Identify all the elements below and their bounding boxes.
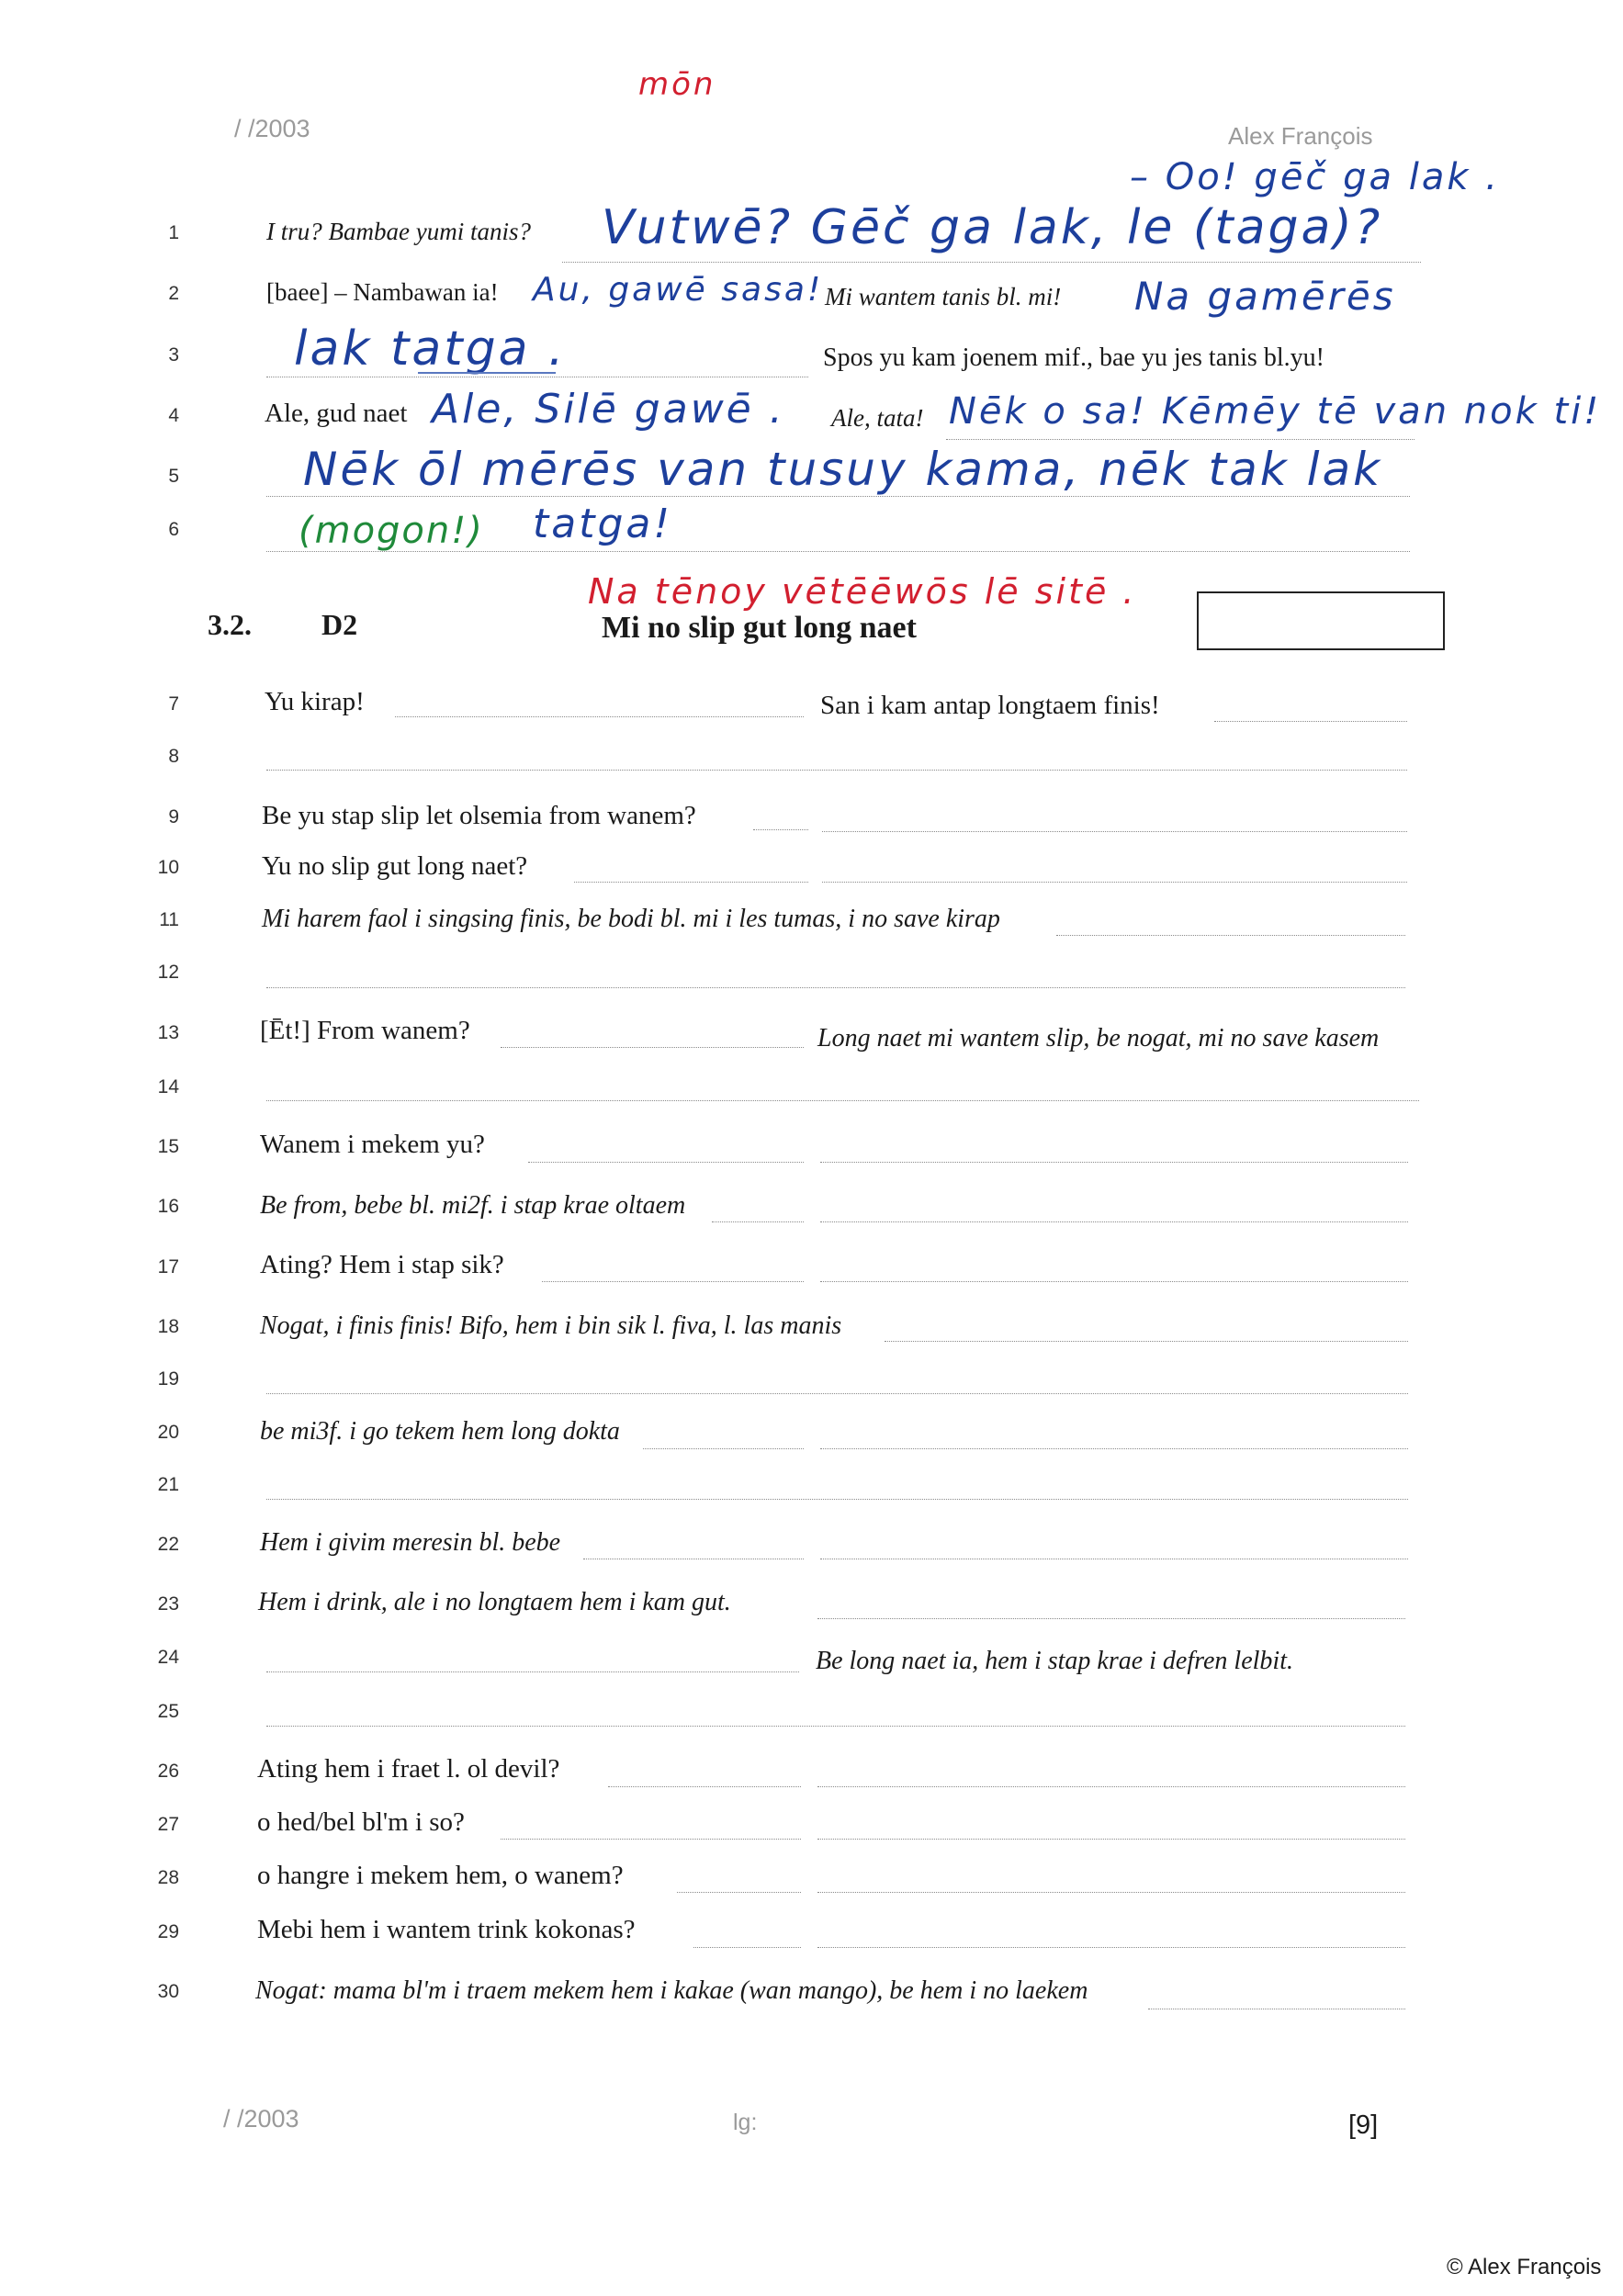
line-number: 30 (157, 1981, 179, 2002)
answer-line (395, 716, 804, 717)
answer-line (885, 1341, 1408, 1342)
line-text: Be long naet ia, hem i stap krae i defren lelbit. (816, 1647, 1293, 1675)
line-number: 6 (168, 519, 179, 540)
handwritten-answer: lak tatga . (294, 321, 567, 377)
line-number: 3 (168, 344, 179, 366)
line-number: 5 (168, 466, 179, 487)
answer-line (266, 1499, 1408, 1500)
answer-line (266, 1671, 799, 1672)
red-note-top: mōn (638, 66, 716, 103)
answer-line (501, 1839, 801, 1840)
answer-line (817, 1892, 1405, 1893)
answer-line (528, 1162, 804, 1163)
line-number: 15 (157, 1136, 179, 1157)
line-text: Ale, gud naet (265, 399, 408, 428)
line-number: 8 (168, 746, 179, 767)
line-text: Yu no slip gut long naet? (262, 851, 528, 881)
answer-line (820, 1448, 1408, 1449)
answer-line (266, 551, 1410, 552)
answer-line (266, 1393, 1408, 1394)
answer-line (562, 262, 1421, 263)
copyright: © Alex François (1447, 2255, 1602, 2279)
line-number: 22 (157, 1534, 179, 1555)
answer-line (817, 1618, 1405, 1619)
answer-line (820, 1162, 1408, 1163)
line-number: 27 (157, 1814, 179, 1835)
answer-line (1056, 935, 1405, 936)
header-date: / /2003 (234, 115, 310, 142)
footer-lg-label: lg: (733, 2110, 758, 2135)
line-number: 12 (157, 962, 179, 983)
line-text: Hem i givim meresin bl. bebe (260, 1528, 561, 1557)
line-number: 7 (168, 693, 179, 715)
line-number: 9 (168, 806, 179, 827)
line-text: o hed/bel bl'm i so? (257, 1807, 465, 1837)
answer-line (266, 770, 1407, 771)
handwritten-answer-green: (mogon!) (299, 510, 484, 552)
red-note: Na tēnoy vētēēwōs lē sitē . (588, 571, 1137, 612)
handwritten-answer-2: Nēk o sa! Kēmēy tē van nok ti! (949, 390, 1602, 433)
line-number: 17 (157, 1256, 179, 1277)
line-text-2: Mi wantem tanis bl. mi! (825, 283, 1062, 310)
answer-line (266, 496, 1410, 497)
line-text: Mebi hem i wantem trink kokonas? (257, 1915, 636, 1944)
line-number: 29 (157, 1921, 179, 1942)
handwritten-answer: tatga! (533, 501, 672, 547)
line-text-2: Ale, tata! (831, 404, 924, 432)
line-text: Ating? Hem i stap sik? (260, 1250, 504, 1279)
line-number: 18 (157, 1316, 179, 1337)
line-text-2: Long naet mi wantem slip, be nogat, mi no save kasem (817, 1024, 1380, 1052)
answer-line (822, 831, 1407, 832)
line-number: 11 (159, 909, 179, 930)
answer-line (1214, 721, 1407, 722)
header-author: Alex François (1228, 122, 1373, 150)
line-number: 10 (157, 857, 179, 878)
line-number: 1 (168, 222, 179, 243)
answer-line (820, 1221, 1408, 1222)
answer-line (817, 1839, 1405, 1840)
handwritten-answer: Ale, Silē gawē . (432, 386, 785, 433)
line-number: 28 (157, 1867, 179, 1888)
line-number: 14 (157, 1076, 179, 1097)
handwritten-answer-2: Na gamērēs (1134, 274, 1396, 319)
answer-line (753, 829, 808, 830)
footer-date: / /2003 (223, 2105, 299, 2133)
line-text: Hem i drink, ale i no longtaem hem i kam gut. (258, 1588, 731, 1616)
line-text: Wanem i mekem yu? (260, 1130, 485, 1159)
line-text: o hangre i mekem hem, o wanem? (257, 1861, 624, 1890)
line-number: 2 (168, 283, 179, 304)
section-number: 3.2. (208, 608, 252, 641)
answer-underline (418, 372, 556, 374)
answer-line (712, 1221, 804, 1222)
answer-line (266, 1726, 1405, 1727)
score-box (1197, 591, 1445, 650)
handwritten-answer-above-1: – Oo! gēč ga lak . (1130, 156, 1500, 198)
page-number: [9] (1348, 2110, 1379, 2140)
line-text: Nogat, i finis finis! Bifo, hem i bin sik l. fiva, l. las manis (260, 1311, 842, 1340)
line-text: Mi harem faol i singsing finis, be bodi bl. mi i les tumas, i no save kirap (262, 905, 1000, 933)
handwritten-answer: Au, gawē sasa! (533, 271, 824, 309)
line-text: Ating hem i fraet l. ol devil? (257, 1754, 560, 1784)
answer-line (822, 882, 1407, 883)
line-number: 24 (157, 1647, 179, 1668)
answer-line (817, 1786, 1405, 1787)
answer-line (574, 882, 808, 883)
line-text: Yu kirap! (265, 687, 365, 716)
section-title: Mi no slip gut long naet (602, 611, 917, 645)
answer-line (677, 1892, 801, 1893)
answer-line (820, 1281, 1408, 1282)
answer-line (693, 1947, 801, 1948)
line-text: Be from, bebe bl. mi2f. i stap krae oltaem (260, 1191, 686, 1220)
line-text: I tru? Bambae yumi tanis? (266, 218, 531, 245)
line-text: be mi3f. i go tekem hem long dokta (260, 1417, 620, 1446)
line-text: Nogat: mama bl'm i traem mekem hem i kakae (wan mango), be hem i no laekem (255, 1976, 1088, 2005)
line-text: Be yu stap slip let olsemia from wanem? (262, 801, 696, 830)
answer-line (946, 439, 1414, 440)
answer-line (643, 1448, 804, 1449)
line-number: 4 (168, 405, 179, 426)
handwritten-answer: Nēk ōl mērēs van tusuy kama, nēk tak lak (303, 443, 1383, 496)
answer-line (266, 1100, 1419, 1101)
line-text: Spos yu kam joenem mif., bae yu jes tanis bl.yu! (823, 343, 1324, 372)
line-number: 23 (157, 1593, 179, 1615)
answer-line (608, 1786, 801, 1787)
answer-line (266, 987, 1405, 988)
line-number: 20 (157, 1422, 179, 1443)
answer-line (817, 1947, 1405, 1948)
line-text: [Ēt!] From wanem? (260, 1016, 470, 1045)
section-code: D2 (321, 608, 358, 641)
answer-line (501, 1047, 804, 1048)
handwritten-answer: Vutwē? Gēč ga lak, le (taga)? (602, 200, 1383, 255)
line-number: 21 (157, 1474, 179, 1495)
line-number: 19 (157, 1368, 179, 1390)
line-number: 25 (157, 1701, 179, 1722)
line-number: 13 (157, 1022, 179, 1043)
line-text: [baee] – Nambawan ia! (266, 278, 499, 306)
line-text-2: San i kam antap longtaem finis! (820, 691, 1160, 720)
line-number: 16 (157, 1196, 179, 1217)
answer-line (542, 1281, 804, 1282)
line-number: 26 (157, 1761, 179, 1782)
